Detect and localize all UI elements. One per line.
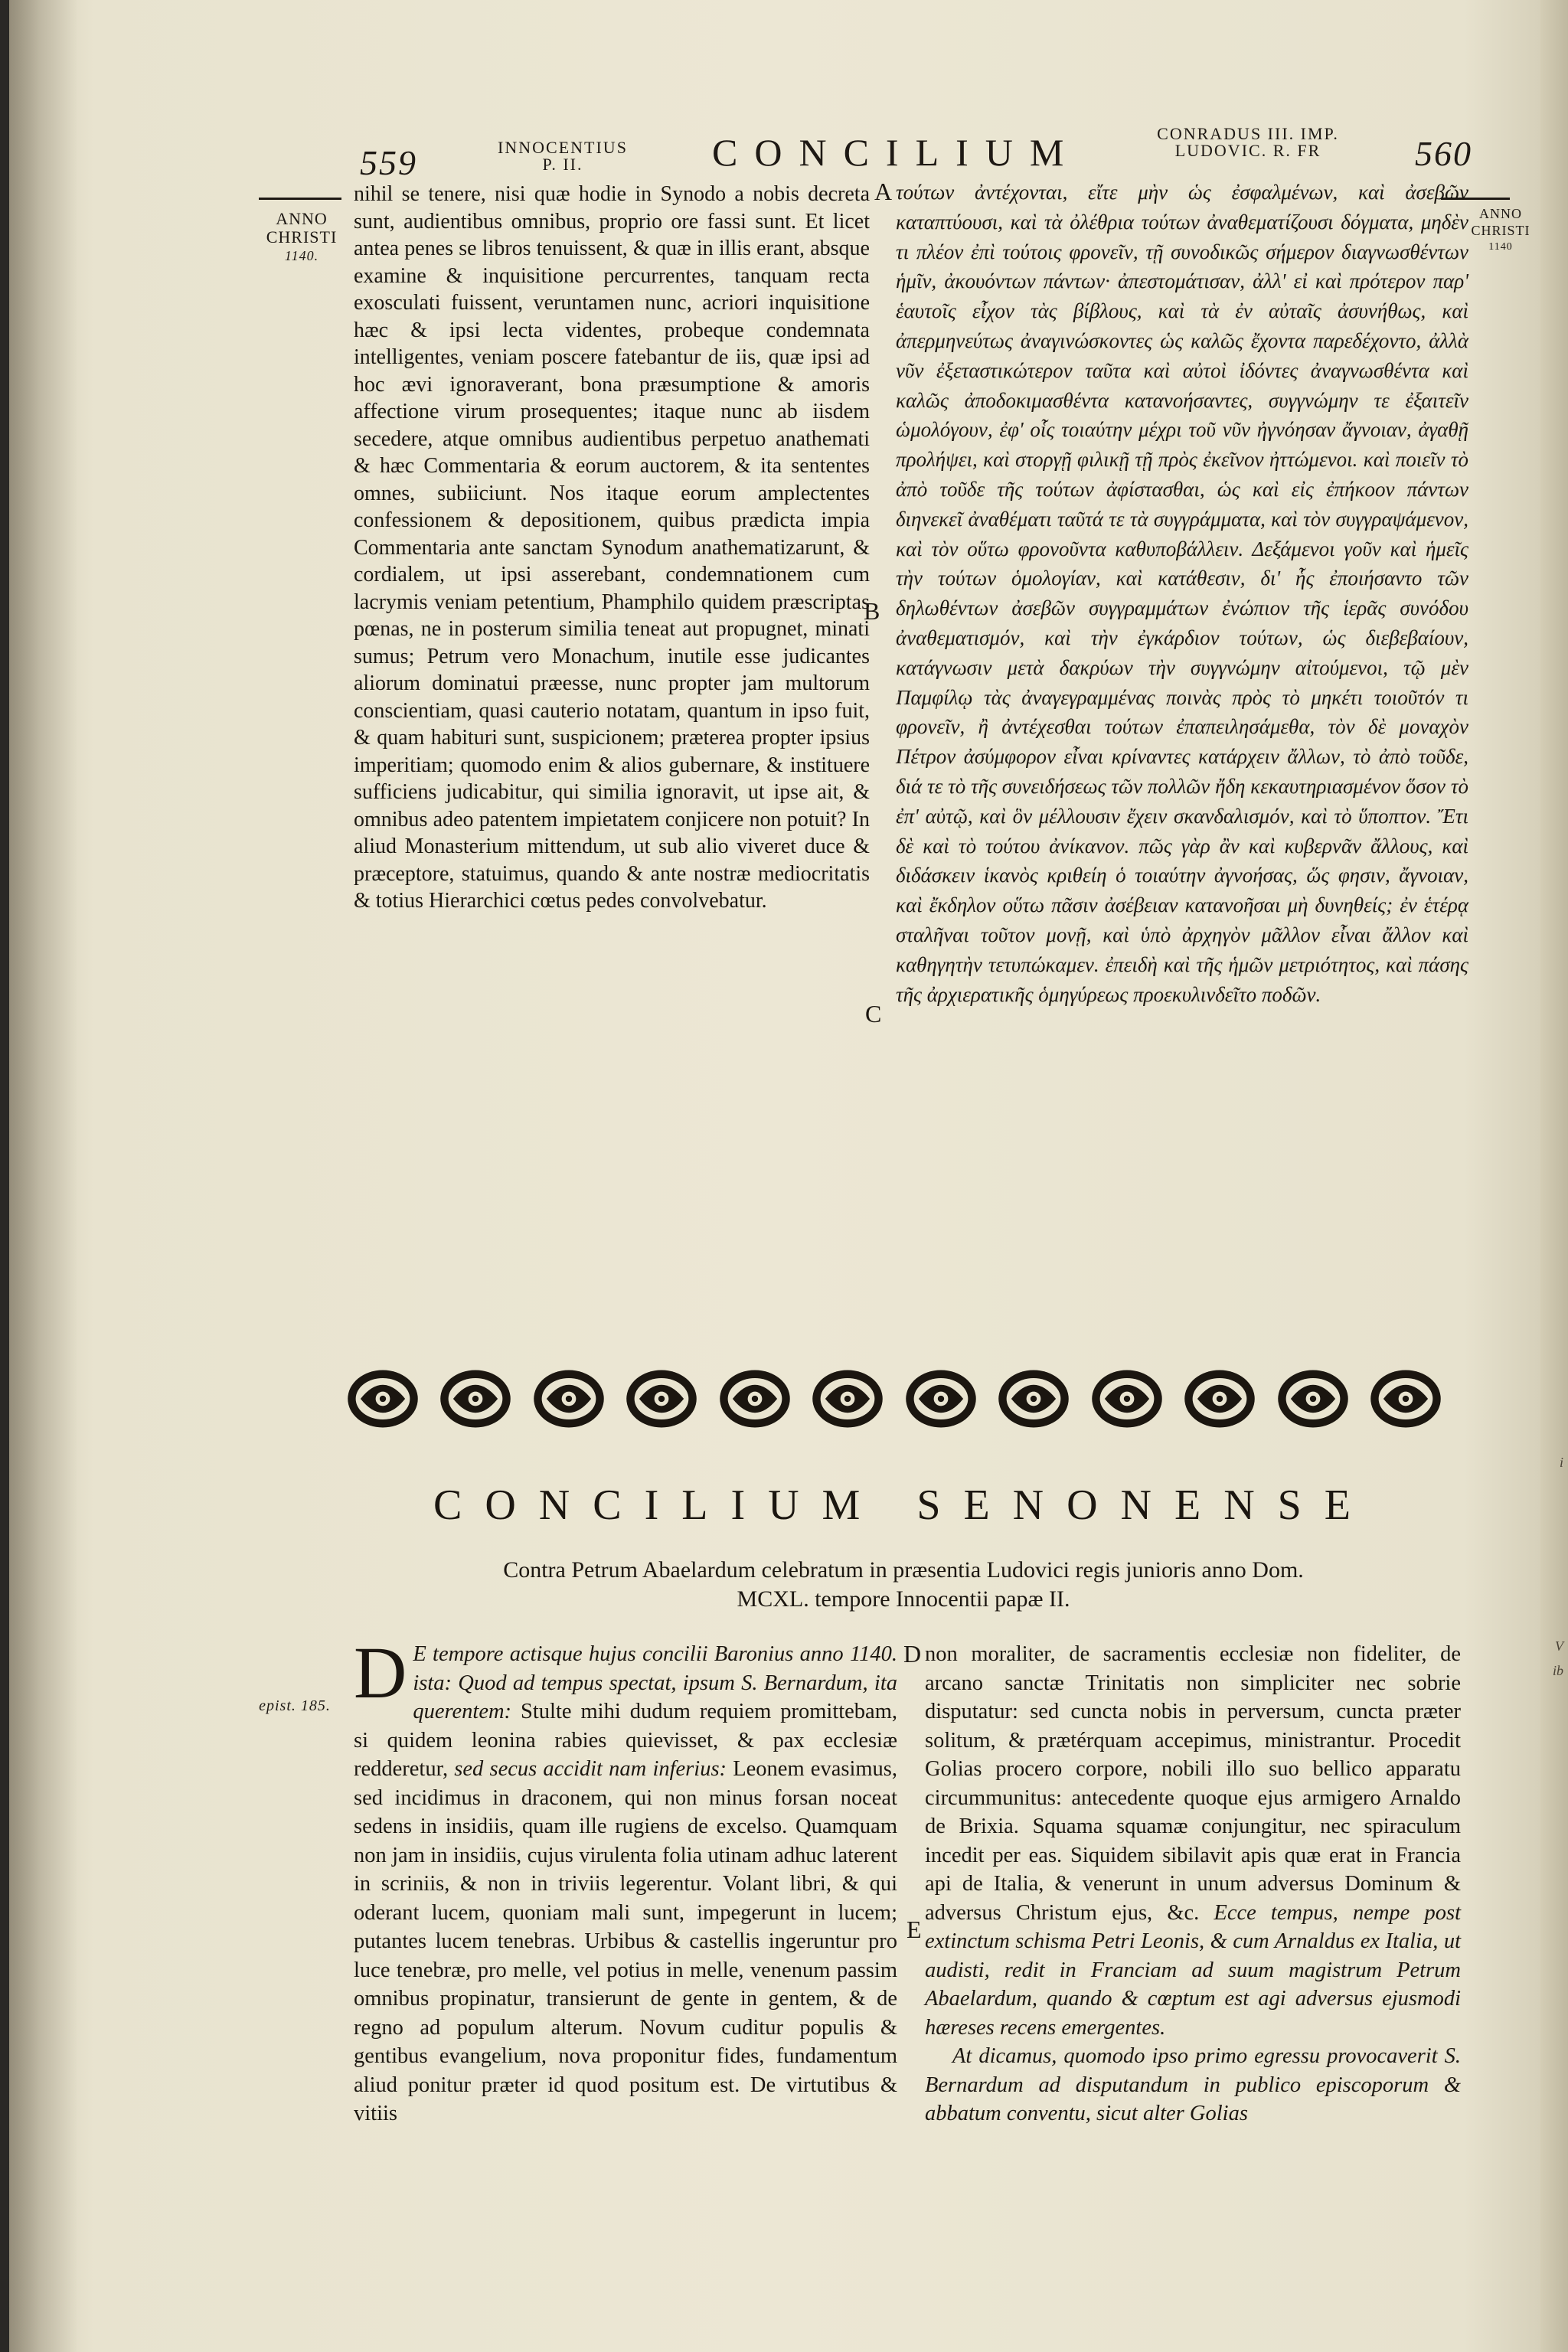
section-marker-d: D — [903, 1640, 922, 1668]
spine-shadow — [9, 0, 78, 2352]
subtitle-line: Contra Petrum Abaelardum celebratum in præsentia Ludovici regis junioris anno Dom. — [503, 1557, 1304, 1583]
margin-note-epistle: epist. 185. — [259, 1697, 331, 1714]
fleuron-ornament — [529, 1362, 609, 1436]
latin-text: nihil se tenere, nisi quæ hodie in Synodo a nobis decreta sunt, audientibus omnibus, proprio ore fassi sunt. Et licet antea penes se libros tenuissent, & quæ in illis erant, absque examine & inquisitione percurrentes, tanquam recta exosculati fuissent, veruntamen nunc, acriori inquisitione hæc & ipsi lecta videntes, probeque condemnata intelligentes, veniam poscere fatebantur de iis, quæ ipsi ad hoc ævi ignoraverant, bona præsumptione & amoris affectione virum prosequentes; itaque nunc ab iisdem secedere, atque omnibus audientibus perpetuo anathemati & hæc Commentaria & eorum auctorem, & ita sententes omnes, subiiciunt. Nos itaque eorum amplectentes confessionem & depositionem, quibus prædicta impia Commentaria ante sanctam Synodum anathematizarunt, & cordialem, ut ipsi asserebant, condemnationem cum lacrymis veniam petentium, Phamphilo quidem præscriptas pœnas, ne in posterum similia teneat aut propugnet, minati sumus; Petrum vero Monachum, inutile esse judicantes aliorum dominatui præesse, nunc propter jam multorum conscientiam, quasi cauterio notatam, quantum in ipso fuit, & quam habituri sunt, suspicionem; præterea propter ipsius imperitiam; quomodo enim & alios gubernare, & instituere sufficiens judicabitur, qui similia ignoravit, ut ipse ait, & omnibus adeo patentem impietatem conjicere non potuit? In aliud Monasterium mittendum, ut sub alio viveret duce & præceptore, statuimus, quando & ante nostræ mediocritatis & totius Hierarchici cœtus pedes convolvebatur. — [354, 182, 870, 913]
section-marker-a: A — [874, 178, 893, 205]
greek-column-upper — [896, 178, 1468, 1009]
fleuron-ornament — [1087, 1362, 1167, 1436]
running-head-title: CONCILIUM — [712, 131, 1081, 174]
margin-year: 1140 — [1488, 241, 1513, 253]
header-rule-left — [259, 198, 341, 200]
header-left-top: INNOCENTIUS — [498, 138, 628, 157]
header-right-top: CONRADUS III. IMP. — [1157, 124, 1339, 143]
header-right-bottom: LUDOVIC. R. FR — [1174, 141, 1321, 160]
fleuron-ornament — [994, 1362, 1073, 1436]
edge-mark: ib — [1552, 1663, 1563, 1678]
margin-anno: ANNO — [1479, 206, 1522, 221]
running-head-left — [490, 139, 635, 173]
page-number-left: 559 — [360, 143, 417, 182]
page-number-right: 560 — [1415, 134, 1472, 173]
italic-text: Ecce tempus, nempe post extinctum schisma Petri Leonis, & cum Arnaldus ex Italia, ut audisti, redit in Franciam ad suum magistrum Petrum Abaelardum, quando & cœptum est agi adversus ejusmodi hæreses recens emergentes. — [925, 1900, 1461, 2040]
body-text: Stulte mihi dudum requiem promittebam, si quidem leonina rabies quievisset, & pax ecclesiæ redderetur, — [354, 1700, 897, 1781]
margin-anno: ANNO — [276, 209, 328, 228]
margin-note-year-right — [1470, 205, 1531, 256]
latin-column-lower-left — [354, 1632, 898, 2128]
body-text: Leonem evasimus, sed incidimus in draconem, qui non minus forsan noceat sedens in insidiis, quam ille rugiens de excelso. Quamquam non jam in insidiis, cujus virulenta folia utinam adhuc laterent in scriniis, & non in triviis legerentur. Volant libri, & qui oderant lucem, quoniam mali sunt, impegerunt in lucem; putantes lucem tenebras. Urbibus & castellis ingeruntur pro luce tenebræ, pro melle, vel potius in melle, venenum passim omnibus propinatur, transierunt de gente in gentem, & de regno ad populum alterum. Novum cuditur populis & gentibus evangelium, nova proponitur fides, fundamentum aliud ponitur præter id quod positum est. De virtutibus & vitiis — [354, 1757, 898, 2125]
italic-text: At dicamus, quomodo ipso primo egressu provocaverit S. Bernardum ad disputandum in publico episcoporum & abbatum conventu, sicut alter Golias — [925, 2044, 1461, 2125]
margin-note-year-left — [256, 210, 348, 265]
margin-year: 1140. — [284, 248, 319, 263]
fleuron-ornament — [343, 1362, 423, 1436]
edge-mark: V — [1555, 1638, 1563, 1654]
fleuron-ornament — [808, 1362, 887, 1436]
margin-christi: CHRISTI — [266, 227, 338, 247]
section-title: CONCILIUM SENONENSE — [433, 1481, 1374, 1529]
body-text: non moraliter, de sacramentis ecclesiæ non fideliter, de arcano sanctæ Trinitatis non simpliciter nec sobrie disputatur: sed cuncta nobis in perversum, cuncta præter solitum, & prætérquam accepimus, ministrantur. Procedit Golias procero corpore, nobili illo suo bellico apparatu circummunitus: antecedente quoque ejus armigero Arnaldo de Brixia. Squama squamæ conjungitur, nec spiraculum incedit per eas. Siquidem sibilavit apis quæ erat in Francia api de Italia, & venerunt in unum adversus Dominum & adversus Christum ejus, &c. — [925, 1642, 1461, 1925]
section-subtitle — [352, 1556, 1455, 1614]
edge-mark: i — [1559, 1455, 1563, 1470]
italic-text: sed secus accidit nam inferius: — [454, 1757, 727, 1781]
fleuron-ornament — [1180, 1362, 1259, 1436]
fleuron-ornament — [436, 1362, 515, 1436]
latin-column-lower-right — [925, 1640, 1461, 2128]
fleuron-ornament — [715, 1362, 795, 1436]
ornament-band — [343, 1354, 1446, 1444]
subtitle-line: MCXL. tempore Innocentii papæ II. — [737, 1586, 1070, 1612]
section-marker-e: E — [906, 1916, 922, 1943]
fleuron-ornament — [1366, 1362, 1446, 1436]
next-page-edge — [1540, 0, 1568, 2352]
header-left-bottom: P. II. — [542, 155, 583, 174]
italic-intro: E tempore actisque hujus concilii Baronius anno 1140. ista: Quod ad tempus spectat, ipsum S. Bernardum, ita querentem: — [413, 1642, 897, 1723]
greek-text: τούτων ἀντέχονται, εἴτε μὴν ὡς ἐσφαλμένων, καὶ ἀσεβῶν καταπτύουσι, καὶ τὰ ὀλέθρια τούτων ἀναθεματίζουσι δόγματα, μηδὲν τι πλέον ἐπὶ τούτοις φρονεῖν, τῇ συνοδικῶς σήμερον διαγνωσθέντων ἡμῖν, ἀκουόντων πάντων· ἀπεστομάτισαν, ἀλλ' εἰ καὶ πρότερον παρ' ἑαυτοῖς εἶχον τὰς βίβλους, καὶ τὰ ἐν αὐταῖς ἀσυνήθως, καὶ ἀπερμηνεύτως ἀναγινώσκοντες ὡς καλῶς ἔχοντα παρεδέχοντο, ἀλλὰ νῦν ἐξεταστικώτερον ταῦτα καὶ αὐτοὶ ἰδόντες ἀναγνωσθέντα καὶ καλῶς ἀποδοκιμασθέντα κατανοήσαντες, συγγνώμην τε ἐξαιτεῖν ὡμολόγουν, ἐφ' οἷς τοιαύτην μέχρι τοῦ νῦν ἠγνόησαν ἄγνοιαν, ἀγαθῇ προλήψει, καὶ στοργῇ φιλικῇ τῇ πρὸς ἐκεῖνον ἠττώμενοι. καὶ ποιεῖν τὸ ἀπὸ τοῦδε τῆς τούτων ἀφίστασθαι, ὡς καὶ εἰς ἐπήκοον πάντων διηνεκεῖ ἀναθέματι ταῦτά τε τὰ συγγράμματα, καὶ τὸν συγγραψάμενον, καὶ τὸν οὕτω φρονοῦντα καθυποβάλλειν. Δεξάμενοι γοῦν καὶ ἡμεῖς τὴν τούτων ὁμολογίαν, καὶ κατάθεσιν, δι' ἧς ἐποιήσαντο τῶν δηλωθέντων ἀσεβῶν συγγραμμάτων ἐνώπιον τῆς ἱερᾶς συνόδου ἀναθεματισμόν, καὶ τὴν ἐγκάρδιον τούτων, ὡς διεβεβαίουν, κατάγνωσιν μετὰ δακρύων τὴν συγγνώμην αἰτούμενοι, τῷ μὲν Παμφίλῳ τὰς ἀναγεγραμμένας ποινὰς πρὸς τὸ μηκέτι τοιοῦτόν τι φρονεῖν, ἢ ἀντέχεσθαι τούτων ἐπαπειλησάμεθα, τὸν δὲ μοναχὸν Πέτρον ἀσύμφορον εἶναι κρίναντες κατάρχειν ἄλλων, τὸ ἀπὸ τοῦδε, διά τε τὸ τῆς συνειδήσεως τῶν πολλῶν ἤδη κεκαυτηριασμένον ὅσον τὸ ἐπ' αὐτῷ, καὶ ὃν μέλλουσιν ἔχειν σκανδαλισμόν, καὶ τὸ ὕποπτον. Ἔτι δὲ καὶ τὸ τούτου ἀνίκανον. πῶς γὰρ ἂν καὶ κυβερνᾶν ἄλλους, καὶ διδάσκειν ἱκανὸς κριθείη ὁ τοιαύτην ἀγνοήσας, ὥς φησιν, ἄγνοιαν, καὶ ἔκδηλον οὕτω πᾶσιν ἀσέβειαν κατανοῆσαι μὴ δυνηθείς; ἐν ἑτέρᾳ σταλῆναι τοῦτον μονῇ, καὶ ὑπὸ ἀρχηγὸν μᾶλλον εἶναι ἄλλον καὶ καθηγητὴν τετυπώκαμεν. ἐπειδὴ καὶ τῆς ἡμῶν μετριότητος, καὶ πάσης τῆς ἀρχιερατικῆς ὁμηγύρεως προεκυλινδεῖτο ποδῶν. — [896, 181, 1468, 1006]
running-head-right — [1133, 126, 1363, 159]
latin-column-upper — [354, 181, 870, 915]
drop-cap: D — [354, 1632, 407, 1713]
fleuron-ornament — [901, 1362, 981, 1436]
section-marker-c: C — [865, 1000, 882, 1027]
margin-christi: CHRISTI — [1471, 223, 1530, 238]
fleuron-ornament — [1273, 1362, 1353, 1436]
section-marker-b: B — [864, 597, 880, 625]
fleuron-ornament — [622, 1362, 701, 1436]
